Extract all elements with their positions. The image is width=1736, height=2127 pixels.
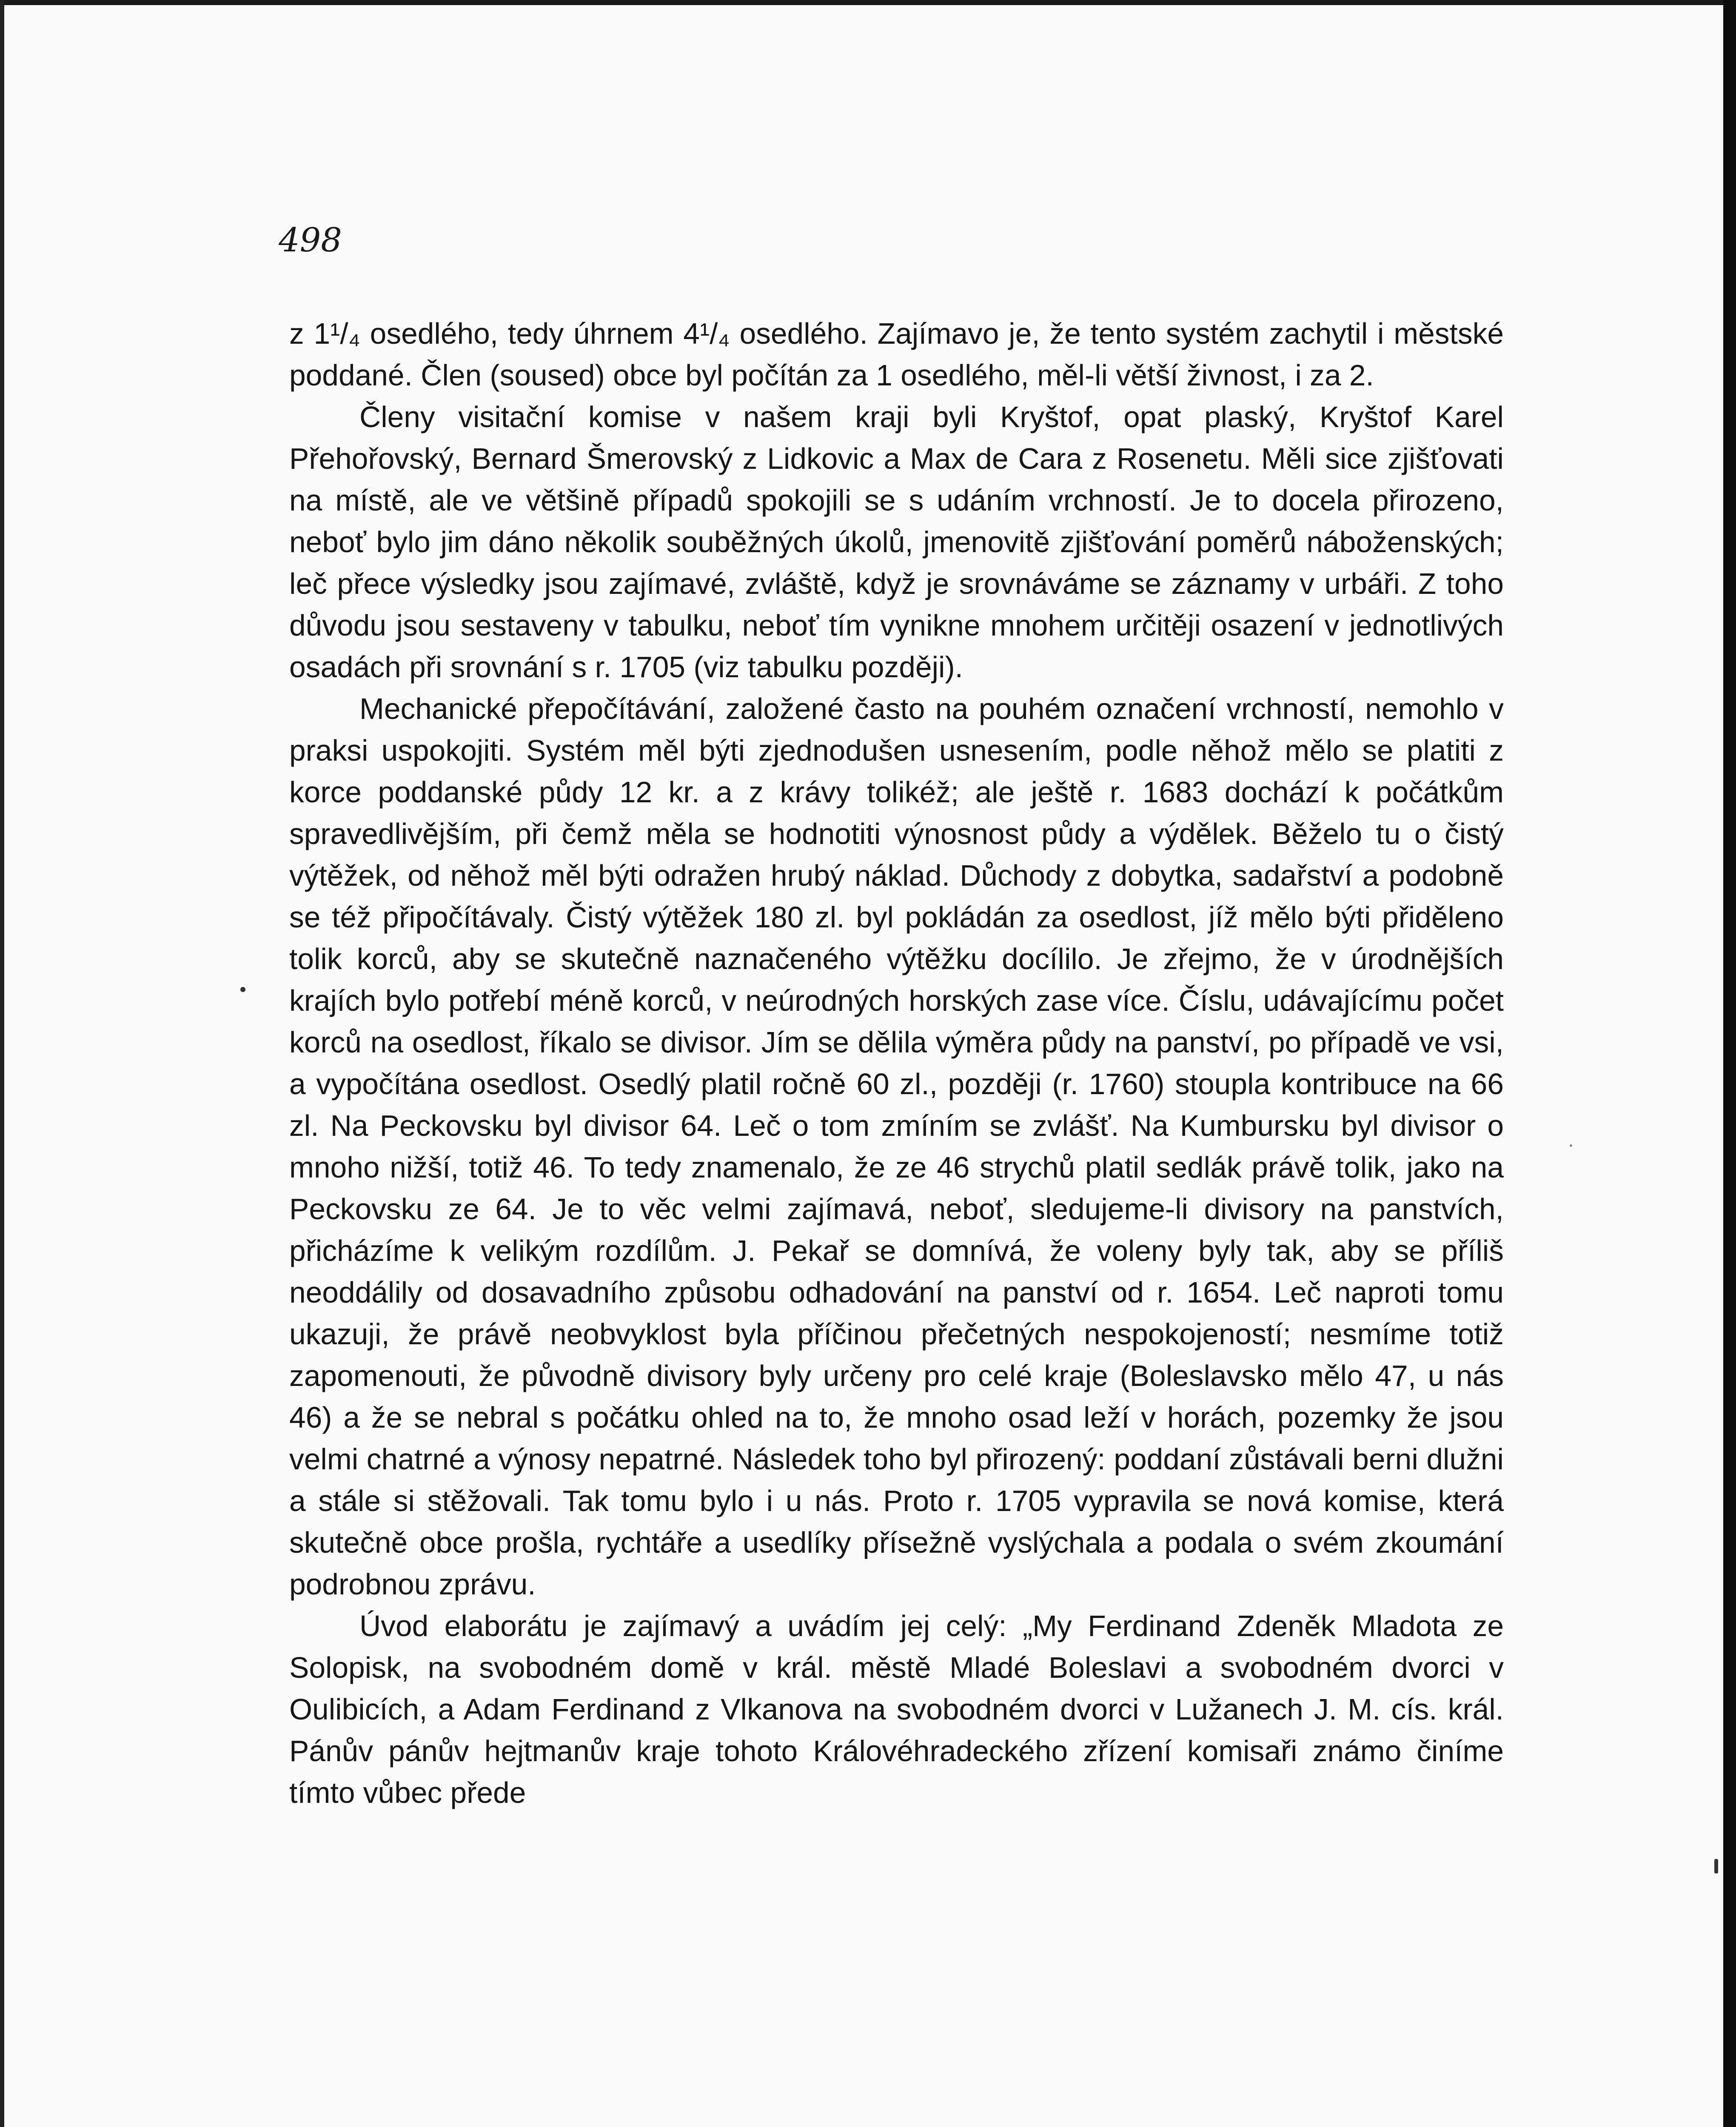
paragraph: Úvod elaborátu je zajímavý a uvádím jej celý: „My Ferdinand Zdeněk Mladota ze Solopisk, na svobodném domě v král. městě Mladé Boleslavi a svobodném dvorci v Oulibicích, a Adam Ferdinand z Vlkanova na svobodném dvorci v Lužanech J. M. cís. král. Pánův pánův hejtmanův kraje tohoto Královéhradeckého zřízení komisaři známo činíme tímto vůbec přede xyxy=(289,1609,1504,1809)
paragraph: z 1¹/₄ osedlého, tedy úhrnem 4¹/₄ osedlého. Zajímavo je, že tento systém zachytil i městské poddané. Člen (soused) obce byl počítán za 1 osedlého, měl-li větší živnost, i za 2. xyxy=(289,317,1504,392)
body-text xyxy=(289,313,1504,1813)
paragraph: Mechanické přepočítávání, založené často na pouhém označení vrchností, nemohlo v praksi uspokojiti. Systém měl býti zjednodušen usnesením, podle něhož mělo se platiti z korce poddanské půdy 12 kr. a z krávy tolikéž; ale ještě r. 1683 dochází k počátkům spravedlivějším, při čemž měla se hodnotiti výnosnost půdy a výdělek. Běželo tu o čistý výtěžek, od něhož měl býti odražen hrubý náklad. Důchody z dobytka, sadařství a podobně se též připočítávaly. Čistý výtěžek 180 zl. byl pokládán za osedlost, jíž mělo býti přiděleno tolik korců, aby se skutečně naznačeného výtěžku docílilo. Je zřejmo, že v úrodnějších krajích bylo potřebí méně korců, v neúrodných horských zase více. Číslu, udávajícímu počet korců na osedlost, říkalo se divisor. Jím se dělila výměra půdy na panství, po případě ve vsi, a vypočítána osedlost. Osedlý platil ročně 60 zl., později (r. 1760) stoupla kontribuce na 66 zl. Na Peckovsku byl divisor 64. Leč o tom zmíním se zvlášť. Na Kumbursku byl divisor o mnoho nižší, totiž 46. To tedy znamenalo, že ze 46 strychů platil sedlák právě tolik, jako na Peckovsku ze 64. Je to věc velmi zajímavá, neboť, sledujeme-li divisory na panstvích, přicházíme k velikým rozdílům. J. Pekař se domnívá, že voleny byly tak, aby se příliš neoddálily od dosavadního způsobu odhadování na panství od r. 1654. Leč naproti tomu ukazuji, že právě neobvyklost byla příčinou přečetných nespokojeností; nesmíme totiž zapomenouti, že původně divisory byly určeny pro celé kraje (Boleslavsko mělo 47, u nás 46) a že se nebral s počátku ohled na to, že mnoho osad leží v horách, pozemky že jsou velmi chatrné a výnosy nepatrné. Následek toho byl přirozený: poddaní zůstávali berni dlužni a stále si stěžovali. Tak tomu bylo i u nás. Proto r. 1705 vypravila se nová komise, která skutečně obce prošla, rychtáře a usedlíky přísežně vyslýchala a podala o svém zkoumání podrobnou zprávu. xyxy=(289,692,1504,1601)
scan-border-right xyxy=(1723,0,1736,2127)
scan-border-left xyxy=(0,0,4,2127)
scan-speck xyxy=(1714,1859,1718,1873)
scan-border-top xyxy=(0,0,1736,5)
scan-speck xyxy=(1570,1144,1572,1147)
page-number: 498 xyxy=(279,221,342,259)
paragraph: Členy visitační komise v našem kraji byli Kryštof, opat plaský, Kryštof Karel Přehořovský, Bernard Šmerovský z Lidkovic a Max de Cara z Rosenetu. Měli sice zjišťovati na místě, ale ve většině případů spokojili se s udáním vrchností. Je to docela přirozeno, neboť bylo jim dáno několik souběžných úkolů, jmenovitě zjišťování poměrů náboženských; leč přece výsledky jsou zajímavé, zvláště, když je srovnáváme se záznamy v urbáři. Z toho důvodu jsou sestaveny v tabulku, neboť tím vynikne mnohem určitěji osazení v jednotlivých osadách při srovnání s r. 1705 (viz tabulku později). xyxy=(289,400,1504,684)
scan-speck xyxy=(240,987,245,992)
